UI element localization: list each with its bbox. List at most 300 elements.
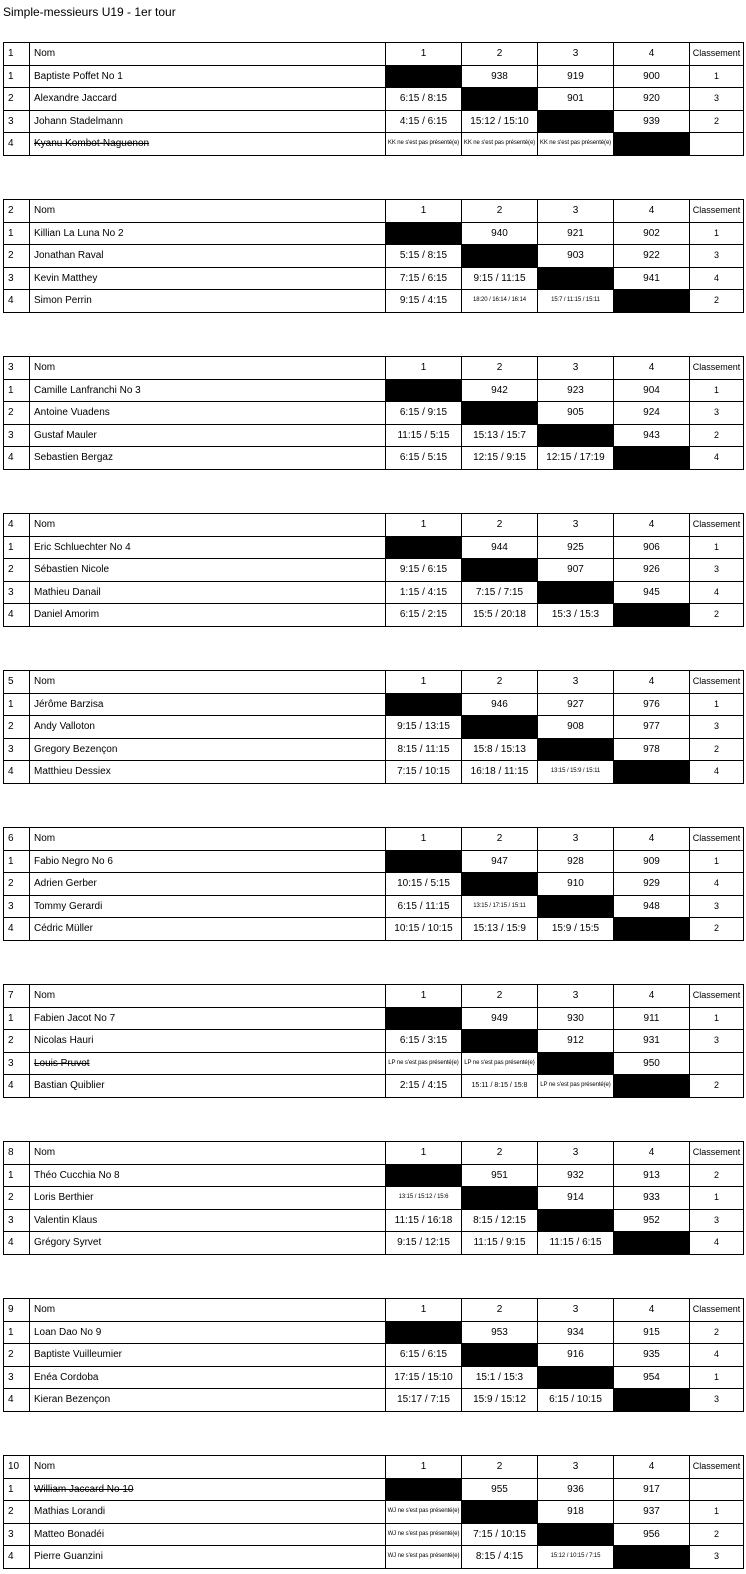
player-name	[30, 1344, 386, 1367]
self-match-cell	[614, 1389, 690, 1412]
player-name-text: Fabio Negro No 6	[34, 855, 113, 867]
player-name	[30, 1030, 386, 1053]
ranking-cell: 3	[690, 895, 744, 918]
player-row	[4, 604, 744, 627]
player-name	[30, 110, 386, 133]
result-cell: 6:15 / 11:15	[386, 895, 462, 918]
result-cell: 18:20 / 16:14 / 16:14	[462, 290, 538, 313]
ranking-cell: 4	[690, 1344, 744, 1367]
self-match-cell	[538, 738, 614, 761]
player-name-text: Pierre Guanzini	[34, 1551, 103, 1563]
result-cell: 934	[538, 1321, 614, 1344]
name-header: Nom	[30, 43, 386, 66]
result-cell: 6:15 / 6:15	[386, 1344, 462, 1367]
rank-header: Classement	[690, 1142, 744, 1165]
result-cell: 918	[538, 1501, 614, 1524]
result-cell: 901	[538, 88, 614, 111]
result-cell: 15:8 / 15:13	[462, 738, 538, 761]
column-header: 2	[462, 985, 538, 1008]
player-position: 2	[4, 245, 30, 268]
group-header-row	[4, 1456, 744, 1479]
player-row	[4, 1007, 744, 1030]
group-header-row	[4, 1299, 744, 1322]
result-cell: 913	[614, 1164, 690, 1187]
player-row	[4, 738, 744, 761]
player-name	[30, 267, 386, 290]
result-cell: 978	[614, 738, 690, 761]
forfeit-cell: KK ne s'est pas présenté(e)	[462, 133, 538, 156]
result-cell: 15:12 / 15:10	[462, 110, 538, 133]
result-cell: 916	[538, 1344, 614, 1367]
result-cell: 15:13 / 15:7	[462, 424, 538, 447]
self-match-cell	[386, 65, 462, 88]
player-row	[4, 761, 744, 784]
group-header-row	[4, 828, 744, 851]
column-header: 2	[462, 514, 538, 537]
self-match-cell	[538, 895, 614, 918]
player-name	[30, 1546, 386, 1569]
result-cell: 923	[538, 379, 614, 402]
result-cell: 922	[614, 245, 690, 268]
ranking-cell: 2	[690, 738, 744, 761]
name-header: Nom	[30, 357, 386, 380]
ranking-cell: 1	[690, 693, 744, 716]
self-match-cell	[614, 918, 690, 941]
player-name	[30, 1501, 386, 1524]
player-name-text: Camille Lanfranchi No 3	[34, 384, 141, 396]
column-header: 4	[614, 985, 690, 1008]
result-cell: 7:15 / 10:15	[386, 761, 462, 784]
group-table	[3, 356, 744, 470]
player-position: 2	[4, 88, 30, 111]
column-header: 4	[614, 671, 690, 694]
result-cell: 1:15 / 4:15	[386, 581, 462, 604]
group-number: 7	[4, 985, 30, 1008]
player-name-text: Fabien Jacot No 7	[34, 1012, 116, 1024]
player-position: 1	[4, 1007, 30, 1030]
group-number: 6	[4, 828, 30, 851]
group-number: 3	[4, 357, 30, 380]
result-cell: 935	[614, 1344, 690, 1367]
player-row	[4, 447, 744, 470]
self-match-cell	[462, 716, 538, 739]
player-name	[30, 604, 386, 627]
result-cell: 11:15 / 9:15	[462, 1232, 538, 1255]
result-cell: 944	[462, 536, 538, 559]
self-match-cell	[614, 290, 690, 313]
forfeit-cell: LP ne s'est pas présenté(e)	[386, 1052, 462, 1075]
result-cell: 921	[538, 222, 614, 245]
ranking-cell	[690, 1052, 744, 1075]
self-match-cell	[462, 88, 538, 111]
column-header: 2	[462, 43, 538, 66]
player-name-text: Nicolas Hauri	[34, 1035, 94, 1047]
player-name-text: Simon Perrin	[34, 295, 92, 307]
column-header: 4	[614, 43, 690, 66]
column-header: 1	[386, 1142, 462, 1165]
self-match-cell	[386, 379, 462, 402]
self-match-cell	[462, 245, 538, 268]
self-match-cell	[386, 850, 462, 873]
name-header: Nom	[30, 514, 386, 537]
player-row	[4, 1478, 744, 1501]
player-position: 2	[4, 402, 30, 425]
ranking-cell: 1	[690, 1501, 744, 1524]
group-table	[3, 984, 744, 1098]
rank-header: Classement	[690, 357, 744, 380]
result-cell: 927	[538, 693, 614, 716]
column-header: 2	[462, 200, 538, 223]
player-row	[4, 245, 744, 268]
player-position: 2	[4, 716, 30, 739]
group-table	[3, 199, 744, 313]
player-name	[30, 447, 386, 470]
player-name	[30, 1366, 386, 1389]
player-name	[30, 738, 386, 761]
column-header: 4	[614, 514, 690, 537]
player-row	[4, 88, 744, 111]
group-table	[3, 1298, 744, 1412]
result-cell: 15:7 / 11:15 / 15:11	[538, 290, 614, 313]
column-header: 3	[538, 43, 614, 66]
group-table	[3, 670, 744, 784]
player-name	[30, 402, 386, 425]
ranking-cell: 1	[690, 1187, 744, 1210]
player-name	[30, 222, 386, 245]
column-header: 3	[538, 985, 614, 1008]
player-position: 2	[4, 559, 30, 582]
result-cell: 920	[614, 88, 690, 111]
self-match-cell	[386, 536, 462, 559]
ranking-cell: 4	[690, 267, 744, 290]
column-header: 1	[386, 43, 462, 66]
ranking-cell: 2	[690, 1321, 744, 1344]
rank-header: Classement	[690, 514, 744, 537]
self-match-cell	[538, 267, 614, 290]
ranking-cell: 3	[690, 245, 744, 268]
self-match-cell	[538, 1523, 614, 1546]
player-position: 4	[4, 447, 30, 470]
player-position: 3	[4, 1209, 30, 1232]
result-cell: 925	[538, 536, 614, 559]
player-position: 1	[4, 850, 30, 873]
ranking-cell: 3	[690, 1546, 744, 1569]
result-cell: 5:15 / 8:15	[386, 245, 462, 268]
player-row	[4, 1501, 744, 1524]
player-row	[4, 1546, 744, 1569]
player-name	[30, 379, 386, 402]
ranking-cell: 4	[690, 761, 744, 784]
player-name	[30, 761, 386, 784]
column-header: 4	[614, 200, 690, 223]
result-cell: 6:15 / 9:15	[386, 402, 462, 425]
result-cell: 947	[462, 850, 538, 873]
ranking-cell: 2	[690, 1075, 744, 1098]
player-name	[30, 716, 386, 739]
result-cell: 930	[538, 1007, 614, 1030]
player-position: 3	[4, 110, 30, 133]
player-name-text: Baptiste Vuilleumier	[34, 1349, 123, 1361]
result-cell: 6:15 / 5:15	[386, 447, 462, 470]
ranking-cell: 4	[690, 1232, 744, 1255]
rank-header: Classement	[690, 985, 744, 1008]
result-cell: 912	[538, 1030, 614, 1053]
self-match-cell	[462, 402, 538, 425]
result-cell: 943	[614, 424, 690, 447]
result-cell: 15:1 / 15:3	[462, 1366, 538, 1389]
player-name	[30, 850, 386, 873]
player-position: 2	[4, 1187, 30, 1210]
ranking-cell: 2	[690, 1164, 744, 1187]
column-header: 3	[538, 828, 614, 851]
player-position: 2	[4, 1501, 30, 1524]
result-cell: 908	[538, 716, 614, 739]
player-name	[30, 290, 386, 313]
self-match-cell	[462, 1030, 538, 1053]
group-table	[3, 513, 744, 627]
player-position: 4	[4, 133, 30, 156]
player-name	[30, 1052, 386, 1075]
self-match-cell	[386, 222, 462, 245]
column-header: 1	[386, 357, 462, 380]
result-cell: 952	[614, 1209, 690, 1232]
result-cell: 914	[538, 1187, 614, 1210]
result-cell: 915	[614, 1321, 690, 1344]
result-cell: 924	[614, 402, 690, 425]
forfeit-cell: WJ ne s'est pas présenté(e)	[386, 1523, 462, 1546]
name-header: Nom	[30, 200, 386, 223]
result-cell: 9:15 / 6:15	[386, 559, 462, 582]
result-cell: 11:15 / 16:18	[386, 1209, 462, 1232]
column-header: 2	[462, 1142, 538, 1165]
group-number: 9	[4, 1299, 30, 1322]
player-row	[4, 1209, 744, 1232]
player-name-text: Grégory Syrvet	[34, 1237, 102, 1249]
column-header: 3	[538, 357, 614, 380]
self-match-cell	[462, 1187, 538, 1210]
ranking-cell: 2	[690, 290, 744, 313]
result-cell: 7:15 / 10:15	[462, 1523, 538, 1546]
name-header: Nom	[30, 828, 386, 851]
column-header: 3	[538, 1299, 614, 1322]
player-name	[30, 536, 386, 559]
player-name-text: Sebastien Bergaz	[34, 452, 113, 464]
result-cell: 8:15 / 12:15	[462, 1209, 538, 1232]
result-cell: 13:15 / 17:15 / 15:11	[462, 895, 538, 918]
result-cell: 945	[614, 581, 690, 604]
player-position: 3	[4, 1052, 30, 1075]
player-name	[30, 581, 386, 604]
ranking-cell: 3	[690, 1030, 744, 1053]
player-position: 4	[4, 1389, 30, 1412]
player-row	[4, 290, 744, 313]
column-header: 2	[462, 1299, 538, 1322]
player-position: 1	[4, 65, 30, 88]
result-cell: 900	[614, 65, 690, 88]
player-name-text: Théo Cucchia No 8	[34, 1169, 120, 1181]
result-cell: 956	[614, 1523, 690, 1546]
ranking-cell: 4	[690, 447, 744, 470]
result-cell: 941	[614, 267, 690, 290]
result-cell: 8:15 / 11:15	[386, 738, 462, 761]
ranking-cell: 1	[690, 65, 744, 88]
player-position: 3	[4, 1523, 30, 1546]
player-row	[4, 222, 744, 245]
rank-header: Classement	[690, 1456, 744, 1479]
ranking-cell: 4	[690, 873, 744, 896]
group-header-row	[4, 985, 744, 1008]
player-name	[30, 245, 386, 268]
self-match-cell	[462, 1344, 538, 1367]
column-header: 4	[614, 1456, 690, 1479]
player-name-text: Eric Schluechter No 4	[34, 541, 131, 553]
player-name-text: Loan Dao No 9	[34, 1326, 102, 1338]
player-position: 4	[4, 761, 30, 784]
player-position: 4	[4, 604, 30, 627]
self-match-cell	[538, 581, 614, 604]
self-match-cell	[538, 1052, 614, 1075]
ranking-cell: 2	[690, 604, 744, 627]
player-name	[30, 1389, 386, 1412]
player-row	[4, 379, 744, 402]
self-match-cell	[538, 110, 614, 133]
player-row	[4, 1052, 744, 1075]
result-cell: 949	[462, 1007, 538, 1030]
result-cell: 15:5 / 20:18	[462, 604, 538, 627]
result-cell: 15:9 / 15:12	[462, 1389, 538, 1412]
result-cell: 8:15 / 4:15	[462, 1546, 538, 1569]
result-cell: 929	[614, 873, 690, 896]
player-name	[30, 1478, 386, 1501]
result-cell: 910	[538, 873, 614, 896]
player-row	[4, 850, 744, 873]
self-match-cell	[462, 1501, 538, 1524]
self-match-cell	[614, 761, 690, 784]
player-position: 4	[4, 1546, 30, 1569]
result-cell: 931	[614, 1030, 690, 1053]
player-row	[4, 1075, 744, 1098]
result-cell: 953	[462, 1321, 538, 1344]
ranking-cell: 1	[690, 379, 744, 402]
player-position: 4	[4, 1075, 30, 1098]
rank-header: Classement	[690, 200, 744, 223]
name-header: Nom	[30, 1142, 386, 1165]
player-row	[4, 110, 744, 133]
column-header: 1	[386, 828, 462, 851]
player-name	[30, 1007, 386, 1030]
group-header-row	[4, 1142, 744, 1165]
result-cell: 917	[614, 1478, 690, 1501]
self-match-cell	[462, 559, 538, 582]
player-row	[4, 559, 744, 582]
player-position: 3	[4, 424, 30, 447]
result-cell: 12:15 / 17:19	[538, 447, 614, 470]
result-cell: 939	[614, 110, 690, 133]
result-cell: 926	[614, 559, 690, 582]
player-row	[4, 1232, 744, 1255]
result-cell: 928	[538, 850, 614, 873]
player-row	[4, 536, 744, 559]
column-header: 1	[386, 200, 462, 223]
group-number: 1	[4, 43, 30, 66]
self-match-cell	[614, 1232, 690, 1255]
result-cell: 13:15 / 15:9 / 15:11	[538, 761, 614, 784]
result-cell: 903	[538, 245, 614, 268]
group-table	[3, 42, 744, 156]
player-name-text: Daniel Amorim	[34, 609, 100, 621]
player-name-text: Enéa Cordoba	[34, 1371, 99, 1383]
column-header: 2	[462, 1456, 538, 1479]
player-name-text: Jonathan Raval	[34, 250, 104, 262]
result-cell: 11:15 / 6:15	[538, 1232, 614, 1255]
self-match-cell	[538, 1209, 614, 1232]
result-cell: 15:11 / 8:15 / 15:8	[462, 1075, 538, 1098]
result-cell: 6:15 / 2:15	[386, 604, 462, 627]
name-header: Nom	[30, 1456, 386, 1479]
result-cell: 13:15 / 15:12 / 15:6	[386, 1187, 462, 1210]
result-cell: 9:15 / 13:15	[386, 716, 462, 739]
player-name	[30, 559, 386, 582]
group-header-row	[4, 200, 744, 223]
ranking-cell: 3	[690, 88, 744, 111]
result-cell: 955	[462, 1478, 538, 1501]
group-table	[3, 1455, 744, 1569]
player-name	[30, 1164, 386, 1187]
player-name-text: Kieran Bezençon	[34, 1394, 111, 1406]
result-cell: 954	[614, 1366, 690, 1389]
result-cell: 17:15 / 15:10	[386, 1366, 462, 1389]
group-number: 4	[4, 514, 30, 537]
column-header: 3	[538, 671, 614, 694]
ranking-cell: 1	[690, 222, 744, 245]
player-name-text: William Jaccard No 10	[34, 1483, 134, 1495]
result-cell: 933	[614, 1187, 690, 1210]
ranking-cell	[690, 133, 744, 156]
player-name-text: Johann Stadelmann	[34, 115, 123, 127]
player-position: 3	[4, 895, 30, 918]
player-name-text: Mathias Lorandi	[34, 1506, 106, 1518]
column-header: 2	[462, 828, 538, 851]
result-cell: 6:15 / 10:15	[538, 1389, 614, 1412]
player-name-text: Sébastien Nicole	[34, 564, 110, 576]
result-cell: 9:15 / 4:15	[386, 290, 462, 313]
column-header: 1	[386, 1456, 462, 1479]
player-position: 1	[4, 379, 30, 402]
player-position: 4	[4, 1232, 30, 1255]
player-position: 1	[4, 1478, 30, 1501]
result-cell: 977	[614, 716, 690, 739]
result-cell: 6:15 / 3:15	[386, 1030, 462, 1053]
column-header: 3	[538, 514, 614, 537]
result-cell: 9:15 / 12:15	[386, 1232, 462, 1255]
player-row	[4, 1321, 744, 1344]
result-cell: 15:13 / 15:9	[462, 918, 538, 941]
player-name	[30, 693, 386, 716]
forfeit-cell: WJ ne s'est pas présenté(e)	[386, 1546, 462, 1569]
result-cell: 15:17 / 7:15	[386, 1389, 462, 1412]
player-name-text: Loris Berthier	[34, 1192, 94, 1204]
column-header: 3	[538, 1142, 614, 1165]
player-name-text: Alexandre Jaccard	[34, 93, 117, 105]
self-match-cell	[538, 424, 614, 447]
result-cell: 936	[538, 1478, 614, 1501]
ranking-cell: 2	[690, 1523, 744, 1546]
player-name	[30, 895, 386, 918]
player-row	[4, 1389, 744, 1412]
column-header: 1	[386, 671, 462, 694]
column-header: 3	[538, 200, 614, 223]
player-position: 3	[4, 581, 30, 604]
